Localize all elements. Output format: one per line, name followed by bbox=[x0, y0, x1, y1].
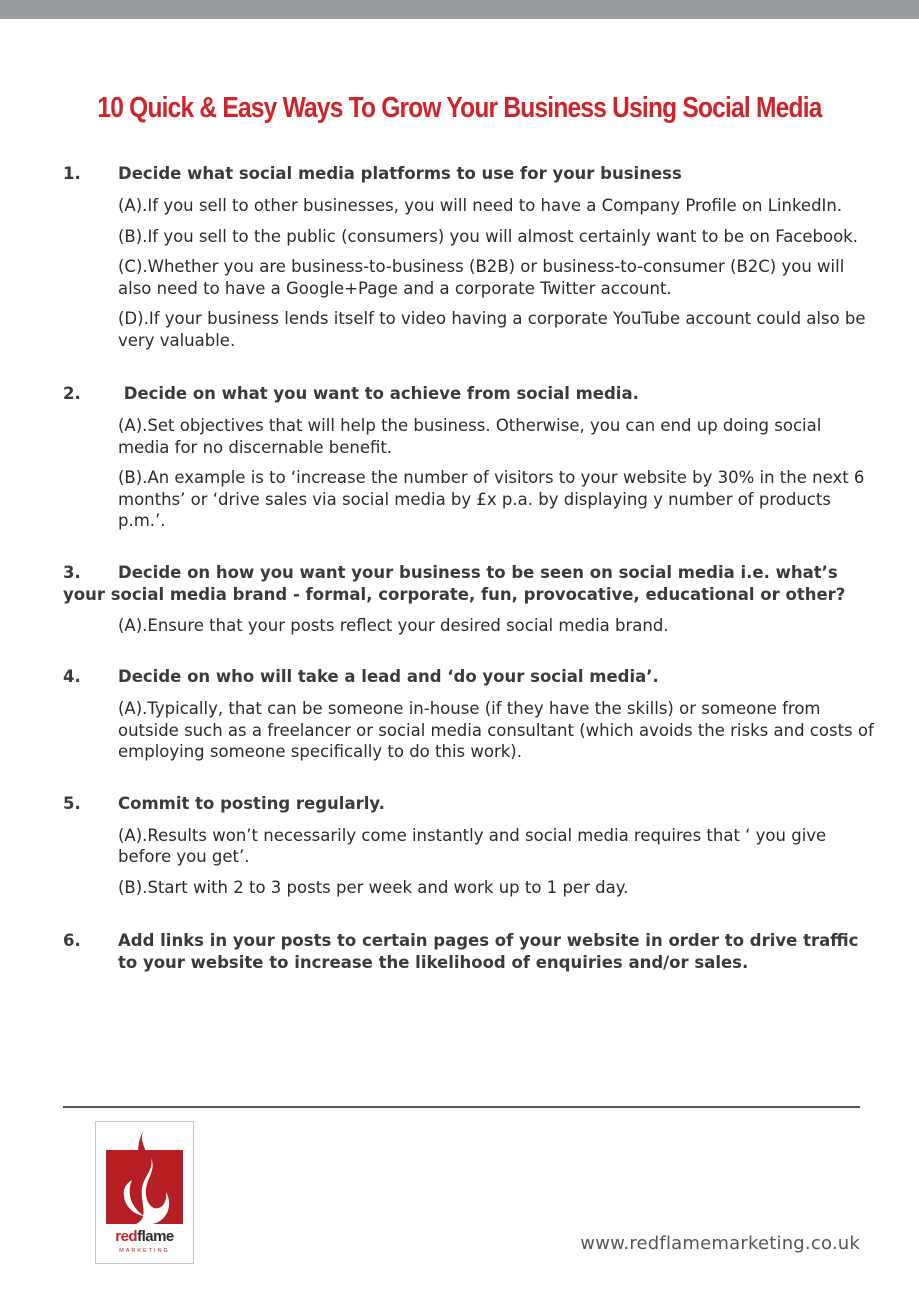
company-logo bbox=[95, 1121, 194, 1264]
item-heading bbox=[63, 383, 875, 405]
item-number: 5. bbox=[63, 793, 81, 813]
item-heading-text: Decide on how you want your business to be seen on social media i.e. what’s your social media brand - formal, corporate, fun, provocative, educational or other? bbox=[63, 562, 846, 604]
item-heading bbox=[63, 163, 875, 185]
content bbox=[63, 163, 875, 996]
sub-point: (B).An example is to ‘increase the number of visitors to your website by 30% in the next 6 months’ or ‘drive sales via social media by £x p.a. by displaying y number of products p.m.’. bbox=[118, 468, 865, 530]
item-number: 2. bbox=[63, 384, 81, 403]
footer-divider bbox=[63, 1106, 860, 1108]
item-heading bbox=[63, 666, 875, 688]
list-item bbox=[63, 562, 875, 637]
item-number: 1. bbox=[63, 164, 81, 183]
website-url: www.redflamemarketing.co.uk bbox=[580, 1233, 860, 1254]
list-item bbox=[63, 163, 875, 351]
item-number: 4. bbox=[63, 667, 81, 686]
sub-point: (A).If you sell to other businesses, you will need to have a Company Profile on LinkedIn. bbox=[118, 196, 843, 215]
sub-point: (D).If your business lends itself to video having a corporate YouTube account could also be very valuable. bbox=[118, 309, 866, 350]
logo-wordmark: redflame bbox=[115, 1228, 174, 1245]
sub-point: (B).If you sell to the public (consumers) you will almost certainly want to be on Facebook. bbox=[118, 226, 858, 246]
top-bar bbox=[0, 0, 919, 19]
sub-point: (A).Results won’t necessarily come instantly and social media requires that ‘ you give before you get’. bbox=[118, 825, 827, 866]
item-heading bbox=[63, 562, 875, 606]
list-item bbox=[63, 930, 875, 974]
logo-tagline: MARKETING bbox=[119, 1248, 170, 1254]
sub-point: (C).Whether you are business-to-business (B2B) or business-to-consumer (B2C) you will also need to have a Google+Page and a corporate Twitter account. bbox=[118, 257, 845, 298]
item-heading-text: Add links in your posts to certain pages of your website in order to drive traffic to your website to increase the likelihood of enquiries and/or sales. bbox=[118, 931, 859, 972]
item-heading-text: Decide on who will take a lead and ‘do your social media’. bbox=[118, 667, 659, 686]
page-title: 10 Quick & Easy Ways To Grow Your Business Using Social Media bbox=[97, 92, 822, 124]
item-heading-text: Decide on what you want to achieve from social media. bbox=[118, 384, 639, 403]
list-item bbox=[63, 383, 875, 532]
list-item bbox=[63, 793, 875, 899]
item-heading-text: Decide what social media platforms to use for your business bbox=[118, 164, 682, 183]
item-number: 6. bbox=[63, 931, 81, 950]
item-number: 3. bbox=[63, 562, 81, 582]
list-item bbox=[63, 666, 875, 763]
item-heading bbox=[63, 793, 875, 815]
sub-point: (A).Set objectives that will help the business. Otherwise, you can end up doing social media for no discernable benefit. bbox=[118, 416, 822, 457]
sub-point: (B).Start with 2 to 3 posts per week and work up to 1 per day. bbox=[118, 877, 629, 897]
sub-point: (A).Ensure that your posts reflect your desired social media brand. bbox=[118, 615, 669, 635]
sub-point: (A).Typically, that can be someone in-house (if they have the skills) or someone from outside such as a freelancer or social media consultant (which avoids the risks and costs of employing someone specifically to do this work). bbox=[118, 699, 874, 761]
item-heading-text: Commit to posting regularly. bbox=[118, 793, 385, 813]
item-heading bbox=[63, 930, 875, 974]
